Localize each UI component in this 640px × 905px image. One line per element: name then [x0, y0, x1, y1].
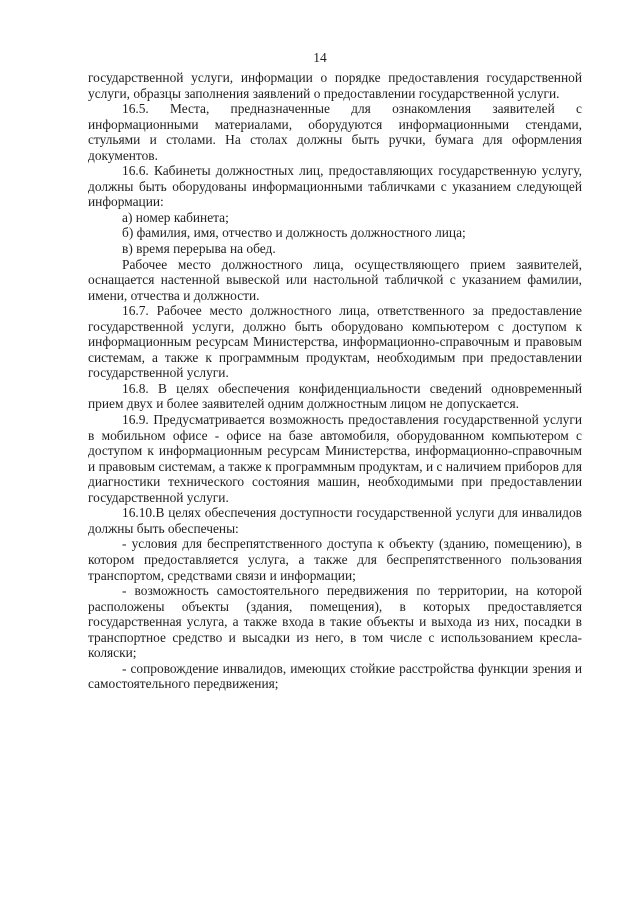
dash-item-movement: - возможность самостоятельного передвижения по территории, на которой расположены объекты (здания, помещения), в которых предоставляется государственная услуга, а также входа в такие объекты и выхода из них, посадки в транспортное средство и высадки из него, в том числе с использованием кресла-коляски;	[88, 583, 582, 661]
page-number: 14	[313, 50, 327, 65]
list-item-b: б) фамилия, имя, отчество и должность должностного лица;	[122, 225, 466, 241]
paragraph-16-7: 16.7. Рабочее место должностного лица, ответственного за предоставление государственной услуги, должно быть оборудовано компьютером с доступом к информационным ресурсам Министерства, информационно-справочным и правовым системам, а также к программным продуктам, необходимым при предоставлении государственной услуги.	[88, 303, 582, 381]
paragraph-workplace: Рабочее место должностного лица, осуществляющего прием заявителей, оснащается настенной вывеской или настольной табличкой с указанием фамилии, имени, отчества и должности.	[88, 256, 582, 303]
paragraph-16-10: 16.10.В целях обеспечения доступности государственной услуги для инвалидов должны быть обеспечены:	[88, 505, 582, 536]
list-item-a: а) номер кабинета;	[122, 209, 229, 225]
dash-item-access: - условия для беспрепятственного доступа к объекту (зданию, помещению), в котором предоставляется услуга, а также для беспрепятственного пользования транспортом, средствами связи и информации;	[88, 536, 582, 583]
paragraph-16-6: 16.6. Кабинеты должностных лиц, предоставляющих государственную услугу, должны быть оборудованы информационными табличками с указанием следующей информации:	[88, 163, 582, 210]
document-body	[88, 70, 582, 692]
paragraph-16-9: 16.9. Предусматривается возможность предоставления государственной услуги в мобильном офисе - офисе на базе автомобиля, оборудованном компьютером с доступом к информационным ресурсам Министерства, информационно-справочным и правовым системам, а также к программным продуктам, и с наличием приборов для диагностики технического состояния машин, необходимыми при предоставлении государственной услуги.	[88, 412, 582, 505]
dash-item-escort: - сопровождение инвалидов, имеющих стойкие расстройства функции зрения и самостоятельного передвижения;	[88, 660, 582, 692]
paragraph-16-8: 16.8. В целях обеспечения конфиденциальности сведений одновременный прием двух и более заявителей одним должностным лицом не допускается.	[88, 380, 582, 412]
paragraph-continuation: государственной услуги, информации о порядке предоставления государственной услуги, образцы заполнения заявлений о предоставлении государственной услуги.	[88, 70, 582, 101]
paragraph-16-5: 16.5. Места, предназначенные для ознакомления заявителей с информационными материалами, оборудуются информационными стендами, стульями и столами. На столах должны быть ручки, бумага для оформления документов.	[88, 101, 582, 163]
list-item-v: в) время перерыва на обед.	[122, 241, 276, 257]
